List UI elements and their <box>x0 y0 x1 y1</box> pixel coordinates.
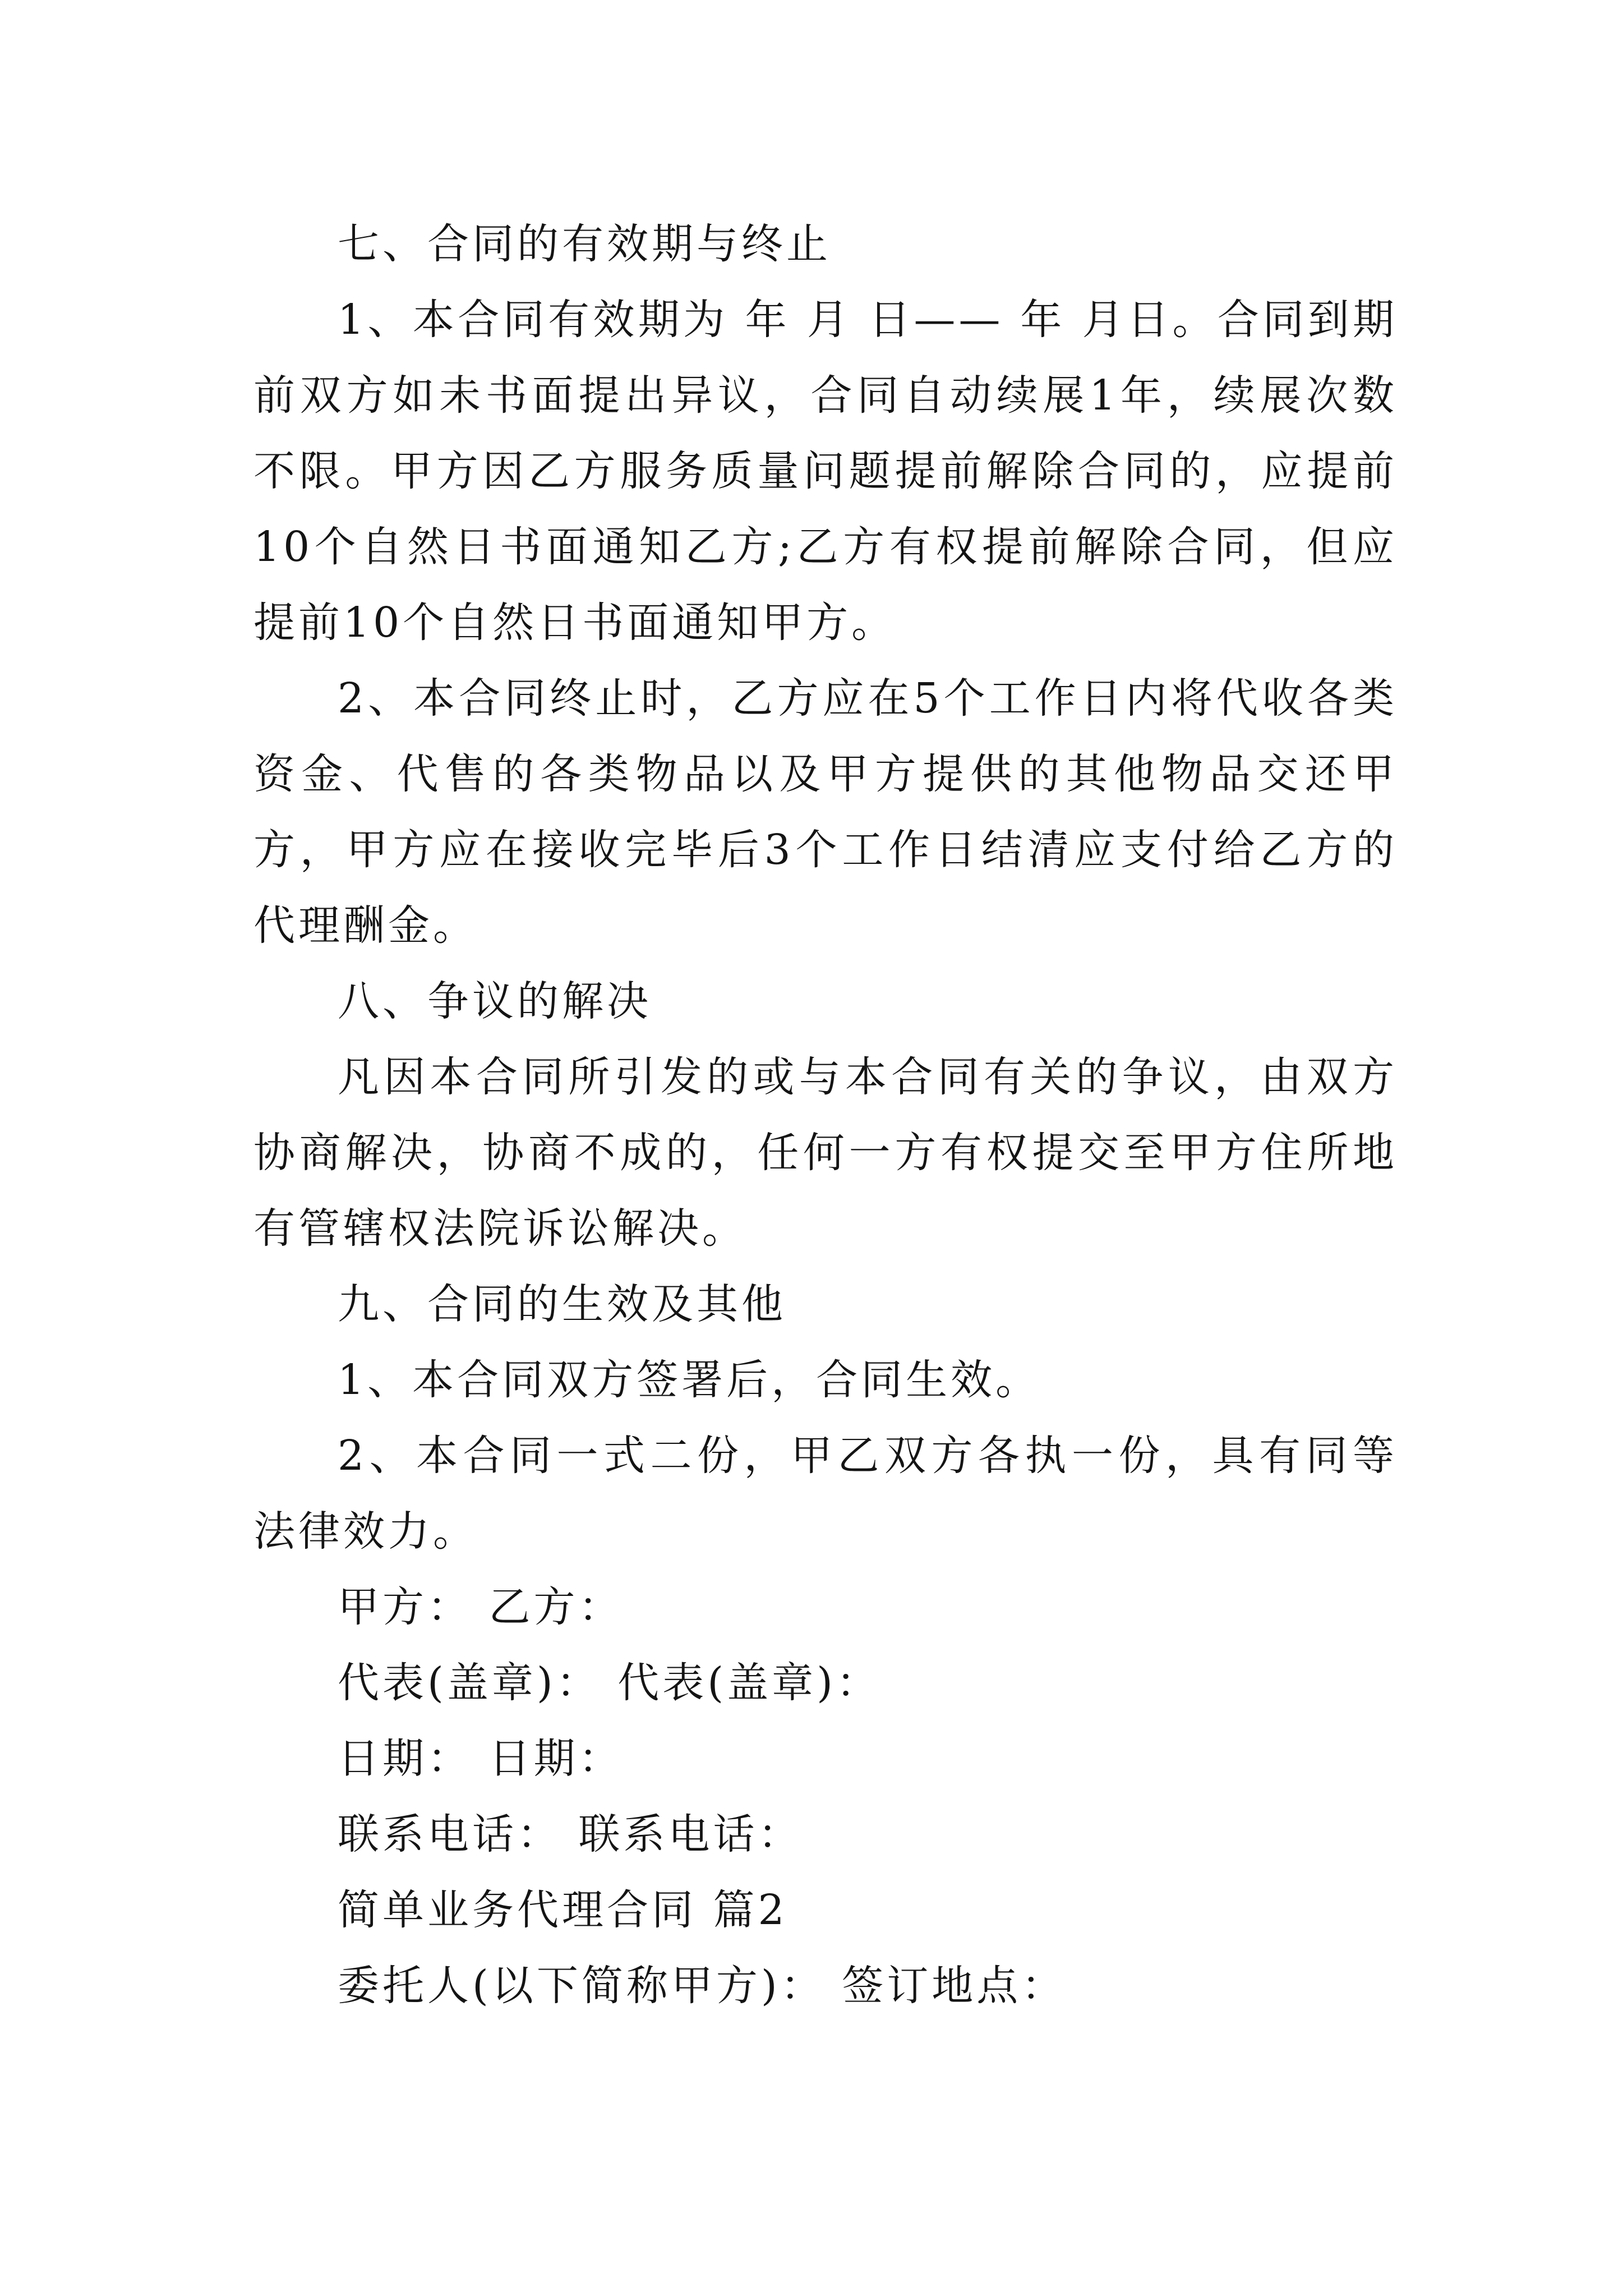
contract-text <box>253 206 1398 2024</box>
contract-2-principal-line: 委托人(以下简称甲方)： 签订地点： <box>338 1962 1067 2010</box>
clause-7-1-validity-period: 1、本合同有效期为 年 月 日—— 年 月日。合同到期前双方如未书面提出异议，合同自动续展1年，续展次数不限。甲方因乙方服务质量问题提前解除合同的，应提前10个自然日书面通知乙方;乙方有权提前解除合同，但应提前10个自然日书面通知甲方。 <box>253 296 1398 647</box>
section-heading-7: 七、合同的有效期与终止 <box>338 220 831 268</box>
signature-date-line: 日期： 日期： <box>338 1734 624 1783</box>
signature-parties-line: 甲方： 乙方： <box>338 1583 624 1631</box>
contract-2-title: 简单业务代理合同 篇2 <box>338 1886 788 1934</box>
clause-7-2-termination: 2、本合同终止时，乙方应在5个工作日内将代收各类资金、代售的各类物品以及甲方提供的其他物品交还甲方，甲方应在接收完毕后3个工作日结清应支付给乙方的代理酬金。 <box>253 674 1398 950</box>
signature-representative-line: 代表(盖章)： 代表(盖章)： <box>338 1659 882 1707</box>
section-heading-8: 八、争议的解决 <box>338 977 652 1025</box>
section-heading-9: 九、合同的生效及其他 <box>338 1280 786 1328</box>
clause-9-2-copies: 2、本合同一式二份，甲乙双方各执一份，具有同等法律效力。 <box>253 1432 1398 1556</box>
clause-8-dispute-resolution: 凡因本合同所引发的或与本合同有关的争议，由双方协商解决，协商不成的，任何一方有权提交至甲方住所地有管辖权法院诉讼解决。 <box>253 1053 1398 1253</box>
signature-phone-line: 联系电话： 联系电话： <box>338 1810 803 1858</box>
clause-9-1-effectiveness: 1、本合同双方签署后，合同生效。 <box>338 1356 1041 1404</box>
